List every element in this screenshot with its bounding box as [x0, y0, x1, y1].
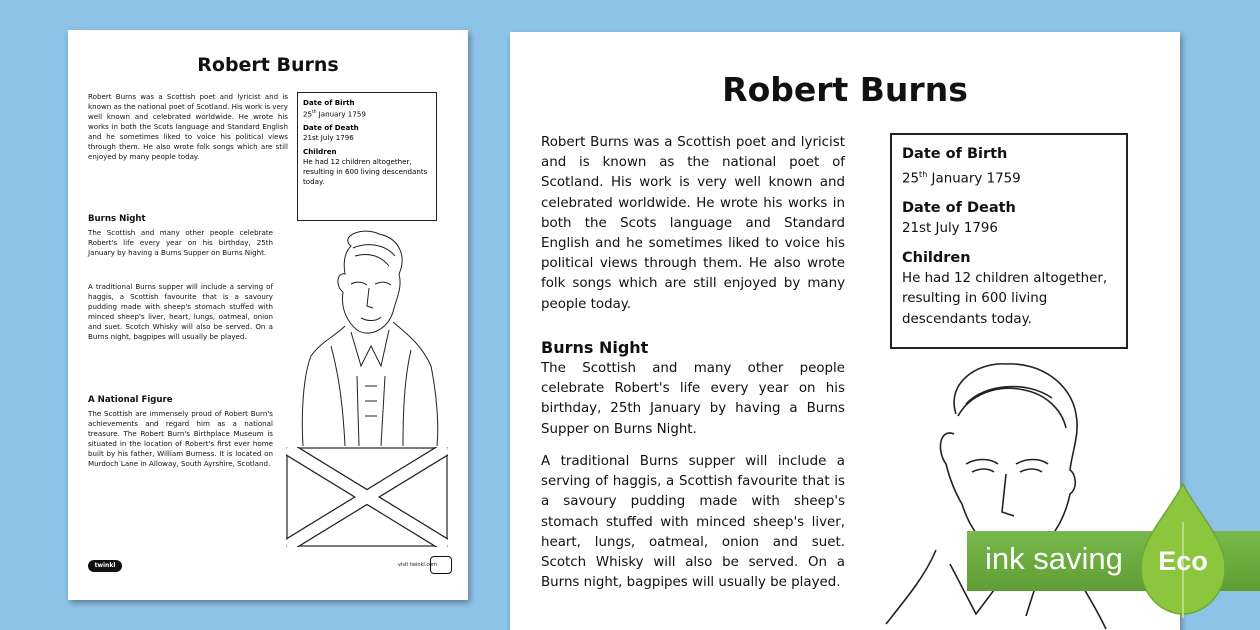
- children-value: He had 12 children altogether, resulting in 600 living descendants today.: [902, 270, 1108, 327]
- twinkl-logo: twinkl: [88, 560, 122, 572]
- burns-portrait-illustration: [281, 226, 451, 476]
- death-value: 21st July 1796: [902, 220, 998, 236]
- burns-night-paragraph-2: A traditional Burns supper will include a serving of haggis, a Scottish favourite that is a savoury pudding made with sheep's stomach stuffed with minced sheep's liver, heart, lungs, oatmeal, onion and suet. Scotch Whisky will also be served. On a Burns night, bagpipes will usually be played.: [541, 454, 845, 591]
- death-value: 21st July 1796: [303, 133, 354, 143]
- ink-saving-label: ink saving: [985, 541, 1123, 576]
- birth-label: Date of Birth: [303, 98, 355, 107]
- footer-badge-icon: [430, 556, 452, 574]
- scottish-flag-outline: [286, 447, 448, 547]
- eco-label: Eco: [1158, 546, 1208, 576]
- intro-paragraph: Robert Burns was a Scottish poet and lyricist and is known as the national poet of Scotland. His work is very well known and celebrated worldwide. He wrote his works in both the Scots language and Standard English and he sometimes liked to voice his political views through them. He also wrote folk songs which are still enjoyed by many people today.: [541, 135, 845, 312]
- national-figure-paragraph: The Scottish are immensely proud of Robert Burn's achievements and regard him as a national treasure. The Robert Burn's Birthplace Museum is situated in the location of Robert's first ever home built by his father, William Burness. It is located on Murdoch Lane in Alloway, South Ayrshire, Scotland.: [88, 409, 273, 468]
- burns-night-paragraph-1: The Scottish and many other people celebrate Robert's life every year on his birthday, 25th January by having a Burns Supper on Burns Night.: [541, 361, 845, 437]
- fact-box: [890, 133, 1128, 349]
- birth-value: 25th January 1759: [902, 169, 1021, 186]
- worksheet-thumbnail: [68, 30, 468, 600]
- death-label: Date of Death: [902, 200, 1016, 217]
- eco-leaf-icon: [1139, 482, 1227, 620]
- birth-label: Date of Birth: [902, 146, 1008, 162]
- children-value: He had 12 children altogether, resulting in 600 living descendants today.: [303, 157, 428, 187]
- death-label: Date of Death: [303, 123, 359, 133]
- page-title: Robert Burns: [722, 70, 968, 109]
- burns-night-heading: Burns Night: [541, 338, 649, 357]
- national-figure-heading: A National Figure: [88, 395, 173, 405]
- burns-night-paragraph-1: The Scottish and many other people celebrate Robert's life every year on his birthday, 25th January by having a Burns Supper on Burns Night.: [88, 228, 273, 257]
- page-title: Robert Burns: [197, 54, 339, 76]
- burns-night-paragraph-2: A traditional Burns supper will include a serving of haggis, a Scottish favourite that is a savoury pudding made with sheep's stomach stuffed with minced sheep's liver, heart, lungs, oatmeal, onion and suet. Scotch Whisky will also be served. On a Burns night, bagpipes will usually be played.: [88, 282, 273, 341]
- footer-url: visit twinkl.com: [398, 562, 438, 568]
- children-label: Children: [303, 147, 337, 157]
- birth-value: 25th January 1759: [303, 109, 366, 119]
- children-label: Children: [902, 250, 971, 267]
- intro-paragraph: Robert Burns was a Scottish poet and lyricist and is known as the national poet of Scotland. His work is very well known and celebrated worldwide. He wrote his works in both the Scots language and Standard English and he sometimes liked to voice his political views through them. He also wrote folk songs which are still enjoyed by many people today.: [88, 92, 288, 161]
- fact-box: [297, 92, 437, 221]
- burns-night-heading: Burns Night: [88, 214, 146, 224]
